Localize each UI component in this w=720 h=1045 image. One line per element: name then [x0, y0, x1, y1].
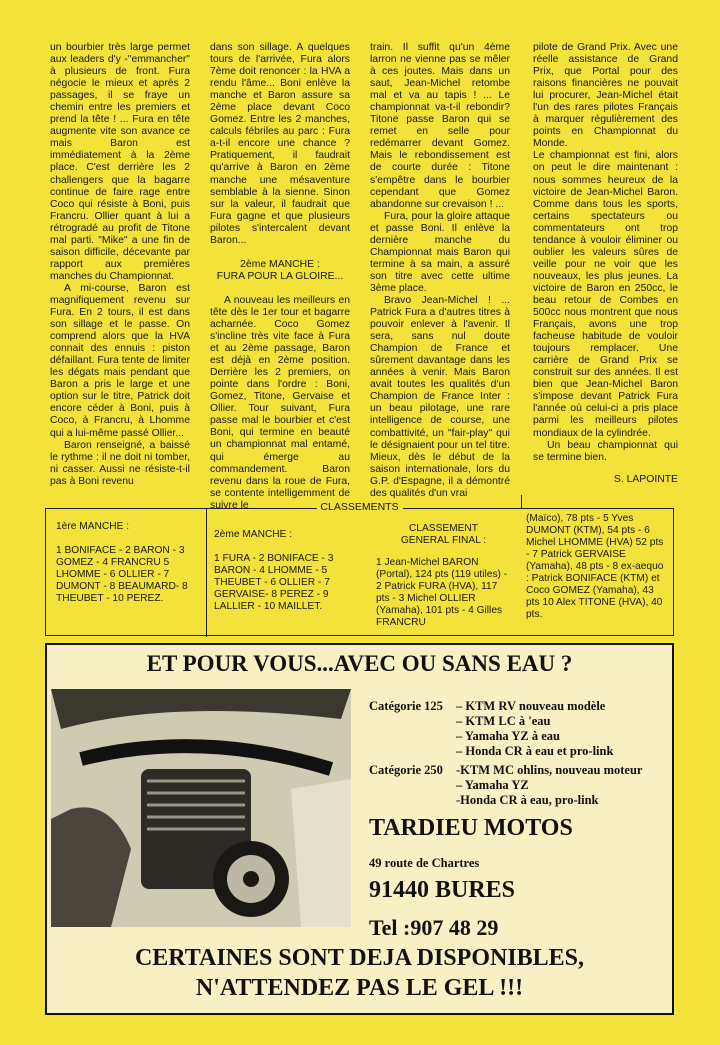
- manche-1-title: 1ère MANCHE :: [56, 521, 130, 532]
- general-body: 1 Jean-Michel BARON (Portal), 124 pts (119 utiles) - 2 Patrick FURA (HVA), 117 pts - 3 Michel OLLIER (Yamaha), 101 pts - 4 Gilles FRANCRU: [376, 557, 508, 628]
- shop-phone: Tel :907 48 29: [369, 915, 499, 940]
- shop-city: 91440 BURES: [369, 877, 516, 903]
- category-item: – KTM RV nouveau modèle: [456, 699, 606, 713]
- manche-1-results: [56, 521, 196, 605]
- article-column-1: [50, 42, 190, 488]
- classements-box: [45, 501, 674, 636]
- article-column-3: [370, 42, 510, 500]
- article-paragraph: dans son sillage. A quelques tours de l'arrivée, Fura alors 7ème doit renoncer : la HVA a rendu l'âme... Boni enlève la manche et Baron assure sa 2ème place devant Coco Gomez. Entre les 2 manches, calculs fébriles au parc : Fura a-t-il encore une chance ? Pratiquement, il faudrait qu'arrive à Baron en 2ème manche une mésaventure semblable à la sienne. Sinon sur la valeur, il faudrait que Fura gagne et que plusieurs pilotes s'intercalent devant Baron...: [210, 42, 350, 246]
- article-column-2: [210, 42, 350, 512]
- general-results-continued: [526, 513, 666, 621]
- manche-2-body: 1 FURA - 2 BONIFACE - 3 BARON - 4 LHOMME - 5 THEUBET - 6 OLLIER - 7 GERVAISE- 8 PEREZ - 9 LALLIER - 10 MAILLET.: [214, 553, 334, 612]
- category-item: -KTM MC ohlins, nouveau moteur: [456, 763, 643, 777]
- article-paragraph: Fura, pour la gloire attaque et passe Boni. Il enlève la dernière manche du Championnat mais Baron qui termine à sa main, a assuré son titre avec cette ultime 3ème place.: [370, 210, 510, 294]
- author-signature: S. LAPOINTE: [613, 473, 678, 485]
- article-paragraph: train. Il suffit qu'un 4ème larron ne vienne pas se mêler à ces joutes. Mais dans un saut, Jean-Michel retombe mal et va au tapis ! ... Le championnat va-t-il rebondir? Titone passe Baron qui se remet en selle pour redémarrer devant Gomez. Mais le rebondissement est de courte durée : Titone s'empêtre dans le bourbier cependant que Gomez abandonne sur crevaison ! ...: [370, 42, 510, 210]
- divider: [206, 509, 207, 637]
- article-paragraph: Baron renseigné, a baissé le rythme : il ne doit ni tomber, ni casser. Aussi ne résiste-t-il pas à Boni revenu: [50, 439, 190, 487]
- article-column-4: [533, 42, 678, 486]
- shop-name: TARDIEU MOTOS: [369, 815, 573, 841]
- manche-2-results: [214, 529, 349, 613]
- classements-title: CLASSEMENTS: [316, 501, 402, 513]
- ad-slogan-line-2: N'ATTENDEZ PAS LE GEL !!!: [195, 975, 524, 1001]
- category-125: [369, 699, 613, 759]
- category-item: – Yamaha YZ à eau: [456, 729, 560, 743]
- article-paragraph: Bravo Jean-Michel ! ... Patrick Fura a d'autres titres à pouvoir enlever à l'avenir. Il sera, sans nul doute Champion de France et sûrement davantage dans les années à venir. Mais Baron avait toutes les qualités d'un Champion de France Inter : un beau pilotage, une rare intelligence de course, une combattivité, un "fair-play" qui le désignaient pour un tel titre. Mieux, dès le début de la saison internationale, lors du G.P. d'Espagne, il a démontré des qualités d'un vrai: [370, 294, 510, 499]
- article-paragraph: A nouveau les meilleurs en tête dès le 1er tour et bagarre acharnée. Coco Gomez s'incline très vite face à Fura et au 2ème passage, Baron est déjà en 2ème position. Derrière les 2 premiers, on pointe dans l'ordre : Boni, Gomez, Titone, Gervaise et Ollier. Tour suivant, Fura passe mal le bourbier et c'est Boni, qui termine en beauté un championnat mal entamé, qui émerge au commandement. Baron revenu dans la roue de Fura, se contente intelligemment de suivre le: [210, 294, 350, 511]
- category-item: – Yamaha YZ: [456, 778, 529, 792]
- ad-slogan-line-1: CERTAINES SONT DEJA DISPONIBLES,: [134, 945, 585, 971]
- article-paragraph: un bourbier très large permet aux leaders d'y -"emmancher" à plusieurs de front. Fura négocie le mieux et après 2 passages, il se fraye un chemin entre les premiers et prend la tête ! ... Fura en tête augmente vite son avance ce mais Baron est immédiatement à la 2ème place. C'est derrière les 2 challengers que la bagarre continue de faire rage entre Coco qui résiste à Boni, puis Francru. Ollier quant à lui a rétrogradé au profit de Titone mal parti. "Mike" a une fin de saison difficile, décevante par rapport aux premières manches du Championnat.: [50, 42, 190, 282]
- general-results: [376, 523, 511, 629]
- shop-address: 49 route de Chartres: [369, 856, 480, 870]
- advertisement: [45, 643, 674, 1015]
- divider: [521, 495, 522, 509]
- motorcycle-engine-photo: [51, 689, 351, 927]
- category-250-label: Catégorie 250: [369, 763, 443, 777]
- category-125-label: Catégorie 125: [369, 699, 443, 713]
- article-paragraph: pilote de Grand Prix. Avec une réelle assistance de Grand Prix, que Portal pour des raisons financières ne pouvait lui procurer, Jean-Michel était l'un des rares pilotes Français à marquer régulièrement des points en Championnat du Monde.: [533, 42, 678, 150]
- manche-1-body: 1 BONIFACE - 2 BARON - 3 GOMEZ - 4 FRANCRU 5 LHOMME - 6 OLLIER - 7 DUMONT - 8 BEAUMARD- 8 THEUBET - 10 PEREZ.: [56, 545, 188, 604]
- general-title: CLASSEMENT GENERAL FINAL :: [400, 523, 487, 546]
- ad-title: ET POUR VOUS...AVEC OU SANS EAU ?: [146, 651, 573, 676]
- category-item: – Honda CR à eau et pro-link: [456, 744, 614, 758]
- section-heading: 2ème MANCHE : FURA POUR LA GLOIRE...: [216, 258, 344, 282]
- article-paragraph: Le championnat est fini, alors on peut le dire maintenant : nous sommes heureux de la victoire de Jean-Michel Baron. Comme dans tous les sports, certains spectateurs ou commentateurs ont trop tendance à vouloir éliminer ou oublier les valeurs sûres de veille pour ne voir que les nouveaux, les plus jeunes. La victoire de Baron en 250cc, le beau retour de Combes en 500cc nous montrent que nous Français, avons une trop facheuse habitude de vouloir toujours remplacer. Une carrière de Grand Prix se construit sur des années. Il est bien que Jean-Michel Baron s'impose devant Patrick Fura l'année où celui-ci a pris place parmi les meilleurs pilotes mondiaux de la cylindrée.: [533, 150, 678, 439]
- category-250: [369, 763, 642, 808]
- category-item: – KTM LC à 'eau: [456, 714, 551, 728]
- general-body-2: (Maïco), 78 pts - 5 Yves DUMONT (KTM), 54 pts - 6 Michel LHOMME (HVA) 52 pts - 7 Patrick GERVAISE (Yamaha), 48 pts - 8 ex-aequo : Patrick BONIFACE (KTM) et Coco GOMEZ (Yamaha), 43 pts 10 Alex TITONE (HVA), 40 pts.: [526, 513, 664, 620]
- article-paragraph: Un beau championnat qui se termine bien.: [533, 439, 678, 463]
- manche-2-title: 2ème MANCHE :: [214, 529, 293, 540]
- article-paragraph: A mi-course, Baron est magnifiquement revenu sur Fura. En 2 tours, il est dans son sillage et le passe. On comprend alors que la HVA connait des ennuis : piston défaillant. Fura tente de limiter les dégats mais pendant que Baron a pris le large et une option sur le titre, Patrick doit encore céder à Boni, puis à Coco, à Francru, à Lhomme qui a lui-même passé Ollier...: [50, 282, 190, 439]
- category-item: -Honda CR à eau, pro-link: [456, 793, 599, 807]
